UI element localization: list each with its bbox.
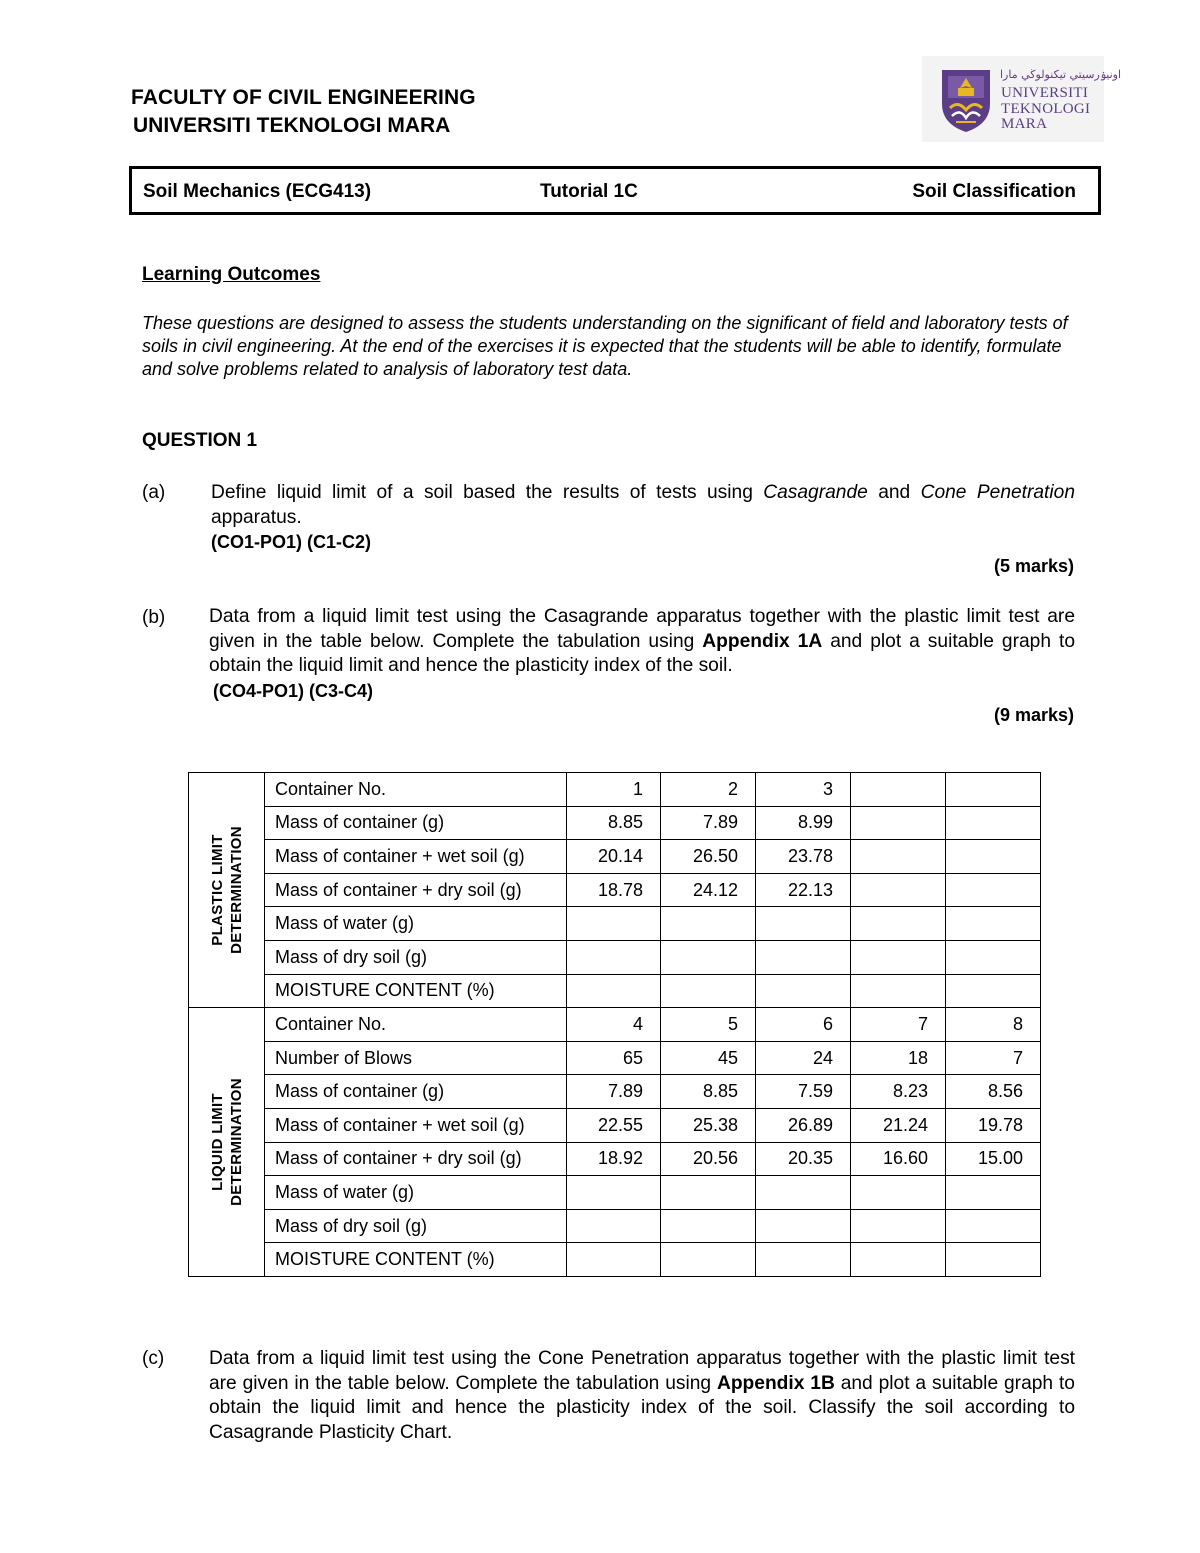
- table-cell: 16.60: [851, 1142, 946, 1176]
- liquid-limit-row: [189, 1142, 1041, 1176]
- table-cell: [851, 773, 946, 807]
- table-cell: 8.23: [851, 1075, 946, 1109]
- table-cell: [851, 873, 946, 907]
- learning-outcomes-text: These questions are designed to assess the students understanding on the significant of field and laboratory tests of soils in civil engineering. At the end of the exercises it is expected that the students will be able to identify, formulate and solve problems related to analysis of laboratory test data.: [142, 313, 1068, 379]
- table-cell: [946, 974, 1041, 1008]
- logo-wordmark: [1001, 86, 1090, 133]
- table-cell: [567, 940, 661, 974]
- table-cell: 24: [756, 1041, 851, 1075]
- table-cell: [661, 940, 756, 974]
- part-a-text: Define liquid limit of a soil based the results of tests using Casagrande and Cone Penetration apparatus.: [211, 482, 1075, 528]
- table-cell: 7: [851, 1008, 946, 1042]
- part-c-text: Data from a liquid limit test using the Cone Penetration apparatus together with the plastic limit test are given in the table below. Complete the tabulation using Appendix 1B and plot a suitable graph to obtain the liquid limit and hence the plasticity index of the soil. Classify the soil according to Casagrande Plasticity Chart.: [209, 1348, 1075, 1443]
- part-b-text: Data from a liquid limit test using the Casagrande apparatus together with the plastic limit test are given in the table below. Complete the tabulation using Appendix 1A and plot a suitable graph to obtain the liquid limit and hence the plasticity index of the soil.: [209, 606, 1075, 676]
- logo-line-1: UNIVERSITI: [1001, 85, 1089, 101]
- table-cell: 23.78: [756, 840, 851, 874]
- table-cell: 2: [661, 773, 756, 807]
- table-cell: [946, 1176, 1041, 1210]
- table-cell: [661, 907, 756, 941]
- table-cell: 25.38: [661, 1108, 756, 1142]
- row-label: Mass of container (g): [265, 1075, 567, 1109]
- table-cell: 7.59: [756, 1075, 851, 1109]
- limits-data-table: [188, 772, 1041, 1277]
- table-cell: [661, 1243, 756, 1277]
- table-cell: [851, 840, 946, 874]
- course-code: Soil Mechanics (ECG413): [143, 181, 372, 202]
- table-cell: [946, 907, 1041, 941]
- logo-line-3: MARA: [1001, 116, 1048, 132]
- plastic-limit-row: [189, 840, 1041, 874]
- row-label: Number of Blows: [265, 1041, 567, 1075]
- row-label: Mass of water (g): [265, 907, 567, 941]
- part-b-marks: (9 marks): [993, 705, 1074, 725]
- logo-line-2: TEKNOLOGI: [1001, 100, 1091, 117]
- table-cell: [567, 1176, 661, 1210]
- table-cell: 15.00: [946, 1142, 1041, 1176]
- table-cell: 26.89: [756, 1108, 851, 1142]
- faculty-title: FACULTY OF CIVIL ENGINEERING: [131, 86, 476, 109]
- table-cell: 8.99: [756, 806, 851, 840]
- plastic-limit-side-label: [189, 773, 265, 1008]
- row-label: MOISTURE CONTENT (%): [265, 974, 567, 1008]
- table-cell: 24.12: [661, 873, 756, 907]
- uitm-crest-icon: [938, 68, 994, 134]
- liquid-limit-side-line-1: LIQUID LIMIT: [208, 1093, 226, 1191]
- table-cell: [567, 974, 661, 1008]
- plastic-limit-side-line-1: PLASTIC LIMIT: [208, 834, 226, 946]
- row-label: Mass of container + dry soil (g): [265, 1142, 567, 1176]
- uitm-logo: [922, 56, 1122, 142]
- plastic-limit-row: [189, 907, 1041, 941]
- part-a-marks: (5 marks): [993, 556, 1074, 576]
- table-cell: 8.85: [661, 1075, 756, 1109]
- row-label: Container No.: [265, 773, 567, 807]
- table-cell: [851, 1209, 946, 1243]
- table-cell: [567, 907, 661, 941]
- table-cell: [946, 840, 1041, 874]
- part-b-label: (b): [142, 607, 166, 628]
- logo-jawi-text: اونيۏرسيتي تيكنولوڬي مارا: [1000, 68, 1122, 81]
- tutorial-number: Tutorial 1C: [540, 181, 638, 202]
- plastic-limit-row: [189, 940, 1041, 974]
- table-cell: [756, 940, 851, 974]
- plastic-limit-row: [189, 773, 1041, 807]
- row-label: Mass of dry soil (g): [265, 1209, 567, 1243]
- liquid-limit-row: [189, 1041, 1041, 1075]
- row-label: Mass of container + wet soil (g): [265, 840, 567, 874]
- table-cell: 65: [567, 1041, 661, 1075]
- table-cell: 7.89: [661, 806, 756, 840]
- part-a-label: (a): [142, 482, 166, 503]
- liquid-limit-row: [189, 1008, 1041, 1042]
- table-cell: 6: [756, 1008, 851, 1042]
- table-cell: [756, 1243, 851, 1277]
- plastic-limit-side-line-2: DETERMINATION: [227, 826, 245, 954]
- table-cell: [946, 940, 1041, 974]
- row-label: MOISTURE CONTENT (%): [265, 1243, 567, 1277]
- course-info-box: [129, 166, 1101, 215]
- table-cell: [756, 1176, 851, 1210]
- table-cell: [851, 974, 946, 1008]
- table-cell: [756, 907, 851, 941]
- liquid-limit-side-line-2: DETERMINATION: [227, 1078, 245, 1206]
- plastic-limit-side-text: [208, 826, 246, 954]
- plastic-limit-row: [189, 806, 1041, 840]
- table-cell: [756, 974, 851, 1008]
- table-cell: [946, 873, 1041, 907]
- table-cell: 20.14: [567, 840, 661, 874]
- table-cell: [756, 1209, 851, 1243]
- table-cell: 20.56: [661, 1142, 756, 1176]
- table-cell: [946, 1243, 1041, 1277]
- table-cell: 21.24: [851, 1108, 946, 1142]
- table-cell: [851, 806, 946, 840]
- table-cell: 4: [567, 1008, 661, 1042]
- part-c-label: (c): [142, 1348, 165, 1369]
- liquid-limit-row: [189, 1108, 1041, 1142]
- table-cell: 5: [661, 1008, 756, 1042]
- liquid-limit-side-text: [208, 1078, 246, 1206]
- table-cell: 18.92: [567, 1142, 661, 1176]
- liquid-limit-row: [189, 1243, 1041, 1277]
- row-label: Container No.: [265, 1008, 567, 1042]
- table-cell: 45: [661, 1041, 756, 1075]
- liquid-limit-row: [189, 1209, 1041, 1243]
- table-cell: 19.78: [946, 1108, 1041, 1142]
- plastic-limit-row: [189, 974, 1041, 1008]
- row-label: Mass of container (g): [265, 806, 567, 840]
- table-cell: [661, 1209, 756, 1243]
- table-cell: [851, 940, 946, 974]
- row-label: Mass of dry soil (g): [265, 940, 567, 974]
- university-title: UNIVERSITI TEKNOLOGI MARA: [133, 114, 451, 137]
- table-cell: 18.78: [567, 873, 661, 907]
- row-label: Mass of container + dry soil (g): [265, 873, 567, 907]
- table-cell: 26.50: [661, 840, 756, 874]
- table-cell: 20.35: [756, 1142, 851, 1176]
- table-cell: 7.89: [567, 1075, 661, 1109]
- question-1-heading: QUESTION 1: [142, 430, 258, 451]
- table-cell: 18: [851, 1041, 946, 1075]
- table-cell: [567, 1209, 661, 1243]
- liquid-limit-row: [189, 1075, 1041, 1109]
- row-label: Mass of water (g): [265, 1176, 567, 1210]
- part-b-outcome: (CO4-PO1) (C3-C4): [213, 681, 374, 701]
- table-cell: 8.85: [567, 806, 661, 840]
- table-cell: [946, 773, 1041, 807]
- table-cell: [567, 1243, 661, 1277]
- table-cell: [946, 1209, 1041, 1243]
- table-cell: [851, 1243, 946, 1277]
- table-cell: 7: [946, 1041, 1041, 1075]
- liquid-limit-side-label: [189, 1008, 265, 1277]
- table-cell: 1: [567, 773, 661, 807]
- table-cell: 8: [946, 1008, 1041, 1042]
- liquid-limit-row: [189, 1176, 1041, 1210]
- course-topic: Soil Classification: [912, 181, 1076, 202]
- part-a-outcome: (CO1-PO1) (C1-C2): [211, 532, 372, 552]
- table-cell: [661, 1176, 756, 1210]
- table-cell: 22.55: [567, 1108, 661, 1142]
- table-cell: [851, 907, 946, 941]
- table-cell: [661, 974, 756, 1008]
- learning-outcomes-heading: Learning Outcomes: [142, 264, 321, 285]
- table-cell: 3: [756, 773, 851, 807]
- table-cell: 8.56: [946, 1075, 1041, 1109]
- table-cell: [946, 806, 1041, 840]
- plastic-limit-row: [189, 873, 1041, 907]
- table-cell: 22.13: [756, 873, 851, 907]
- row-label: Mass of container + wet soil (g): [265, 1108, 567, 1142]
- table-cell: [851, 1176, 946, 1210]
